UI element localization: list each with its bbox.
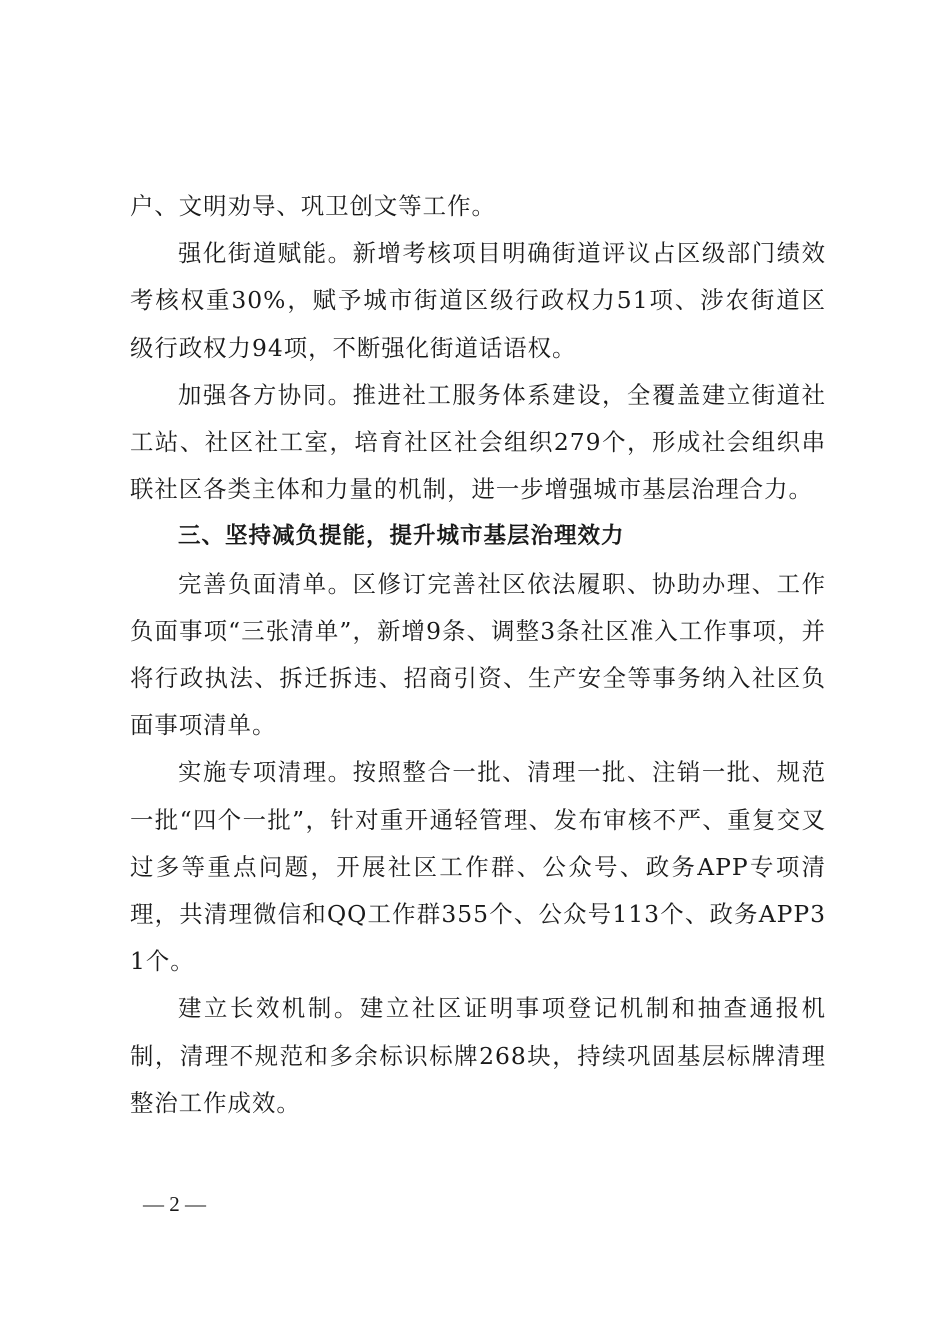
document-body	[130, 183, 826, 1127]
page-number: — 2 —	[143, 1192, 206, 1216]
paragraph-strengthen-street: 强化街道赋能。新增考核项目明确街道评议占区级部门绩效考核权重30%，赋予城市街道区级行政权力51项、涉农街道区级行政权力94项，不断强化街道话语权。	[130, 239, 826, 362]
paragraph-long-term-mechanism: 建立长效机制。建立社区证明事项登记机制和抽查通报机制，清理不规范和多余标识标牌268块，持续巩固基层标牌清理整治工作成效。	[130, 994, 826, 1117]
paragraph-special-cleanup: 实施专项清理。按照整合一批、清理一批、注销一批、规范一批“四个一批”，针对重开通轻管理、发布审核不严、重复交叉过多等重点问题，开展社区工作群、公众号、政务APP专项清理，共清理微信和QQ工作群355个、公众号113个、政务APP31个。	[130, 758, 826, 976]
paragraph-negative-list: 完善负面清单。区修订完善社区依法履职、协助办理、工作负面事项“三张清单”，新增9条、调整3条社区准入工作事项，并将行政执法、拆迁拆违、招商引资、生产安全等事务纳入社区负面事项清单。	[130, 569, 826, 740]
section-heading: 三、坚持减负提能，提升城市基层治理效力	[178, 523, 625, 550]
paragraph-coordination: 加强各方协同。推进社工服务体系建设，全覆盖建立街道社工站、社区社工室，培育社区社会组织279个，形成社会组织串联社区各类主体和力量的机制，进一步增强城市基层治理合力。	[130, 380, 826, 504]
paragraph-continuation: 户、文明劝导、巩卫创文等工作。	[130, 192, 496, 220]
